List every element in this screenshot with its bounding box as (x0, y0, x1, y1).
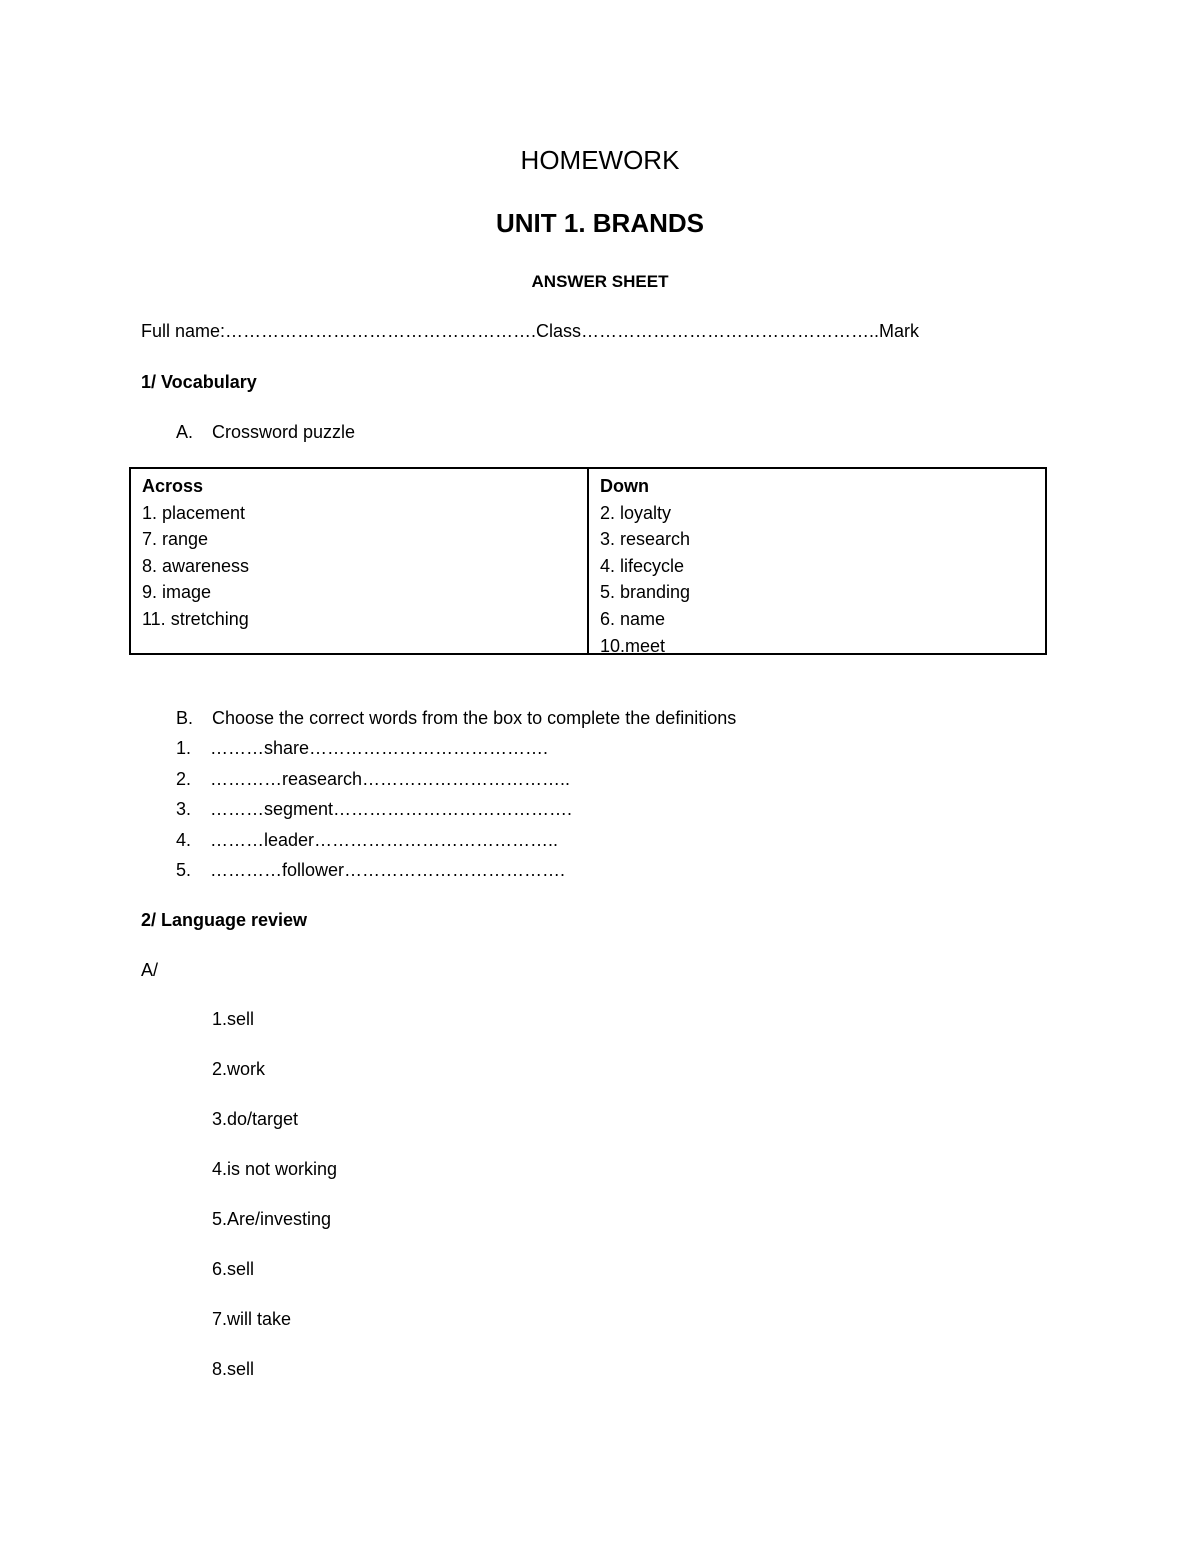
list-item-number: 1. (176, 738, 192, 758)
unit-title: UNIT 1. BRANDS (495, 208, 704, 238)
list-item (176, 799, 572, 830)
answer-item: 7.will take (212, 1309, 292, 1329)
section-vocabulary-heading: 1/ Vocabulary (141, 372, 257, 392)
across-heading: Across (142, 476, 204, 496)
part-b-label: Choose the correct words from the box to complete the definitions (212, 708, 737, 728)
down-answer: 4. lifecycle (600, 555, 685, 576)
across-answer: 9. image (142, 582, 212, 603)
list-item-number: 2. (176, 768, 192, 789)
across-answer: 1. placement (142, 502, 246, 523)
list-item-number: 4. (176, 829, 192, 850)
down-answer: 3. research (600, 529, 691, 550)
answer-sheet-subtitle: ANSWER SHEET (531, 272, 669, 291)
answer-item: 2.work (212, 1059, 266, 1079)
answer-item: 1.sell (212, 1009, 255, 1029)
crossword-answer-table (129, 467, 1047, 655)
across-answer: 8. awareness (142, 555, 250, 576)
down-answer: 10.meet (600, 635, 666, 656)
down-answer: 6. name (600, 608, 666, 629)
across-answer: 7. range (142, 529, 209, 550)
document-title: HOMEWORK (520, 145, 680, 175)
fullname-class-mark-line: Full name:…………………………………………….Class…………………………………………..Mark (141, 321, 920, 341)
part-b-list (176, 738, 572, 891)
across-column (131, 469, 587, 653)
list-item-text: ………leader………………………………….. (210, 829, 559, 850)
part-a-label: Crossword puzzle (212, 422, 356, 442)
part-b-marker: B. (176, 708, 194, 728)
down-answer: 5. branding (600, 582, 691, 603)
answer-item: 6.sell (212, 1259, 255, 1279)
list-item-number: 5. (176, 860, 192, 880)
down-answer: 2. loyalty (600, 502, 672, 523)
section-language-review-heading: 2/ Language review (141, 910, 308, 930)
language-review-part-a-label: A/ (141, 960, 159, 980)
answer-item: 4.is not working (212, 1159, 338, 1179)
list-item (176, 830, 572, 861)
down-heading: Down (600, 476, 649, 496)
answer-item: 5.Are/investing (212, 1209, 332, 1229)
list-item (176, 738, 572, 769)
list-item-text: ………share…………………………………. (210, 738, 549, 758)
list-item (176, 769, 572, 800)
across-answer: 11. stretching (142, 608, 249, 629)
answer-item: 3.do/target (212, 1109, 299, 1129)
part-a-marker: A. (176, 422, 194, 442)
list-item-text: …………reasearch…………………………….. (210, 768, 571, 789)
list-item-text: ………segment…………………………………. (210, 799, 573, 819)
down-column (587, 469, 1045, 656)
language-review-answers (212, 1009, 337, 1409)
list-item-number: 3. (176, 799, 192, 819)
answer-item: 8.sell (212, 1359, 255, 1379)
list-item-text: …………follower………………………………. (210, 860, 566, 880)
list-item (176, 860, 572, 891)
